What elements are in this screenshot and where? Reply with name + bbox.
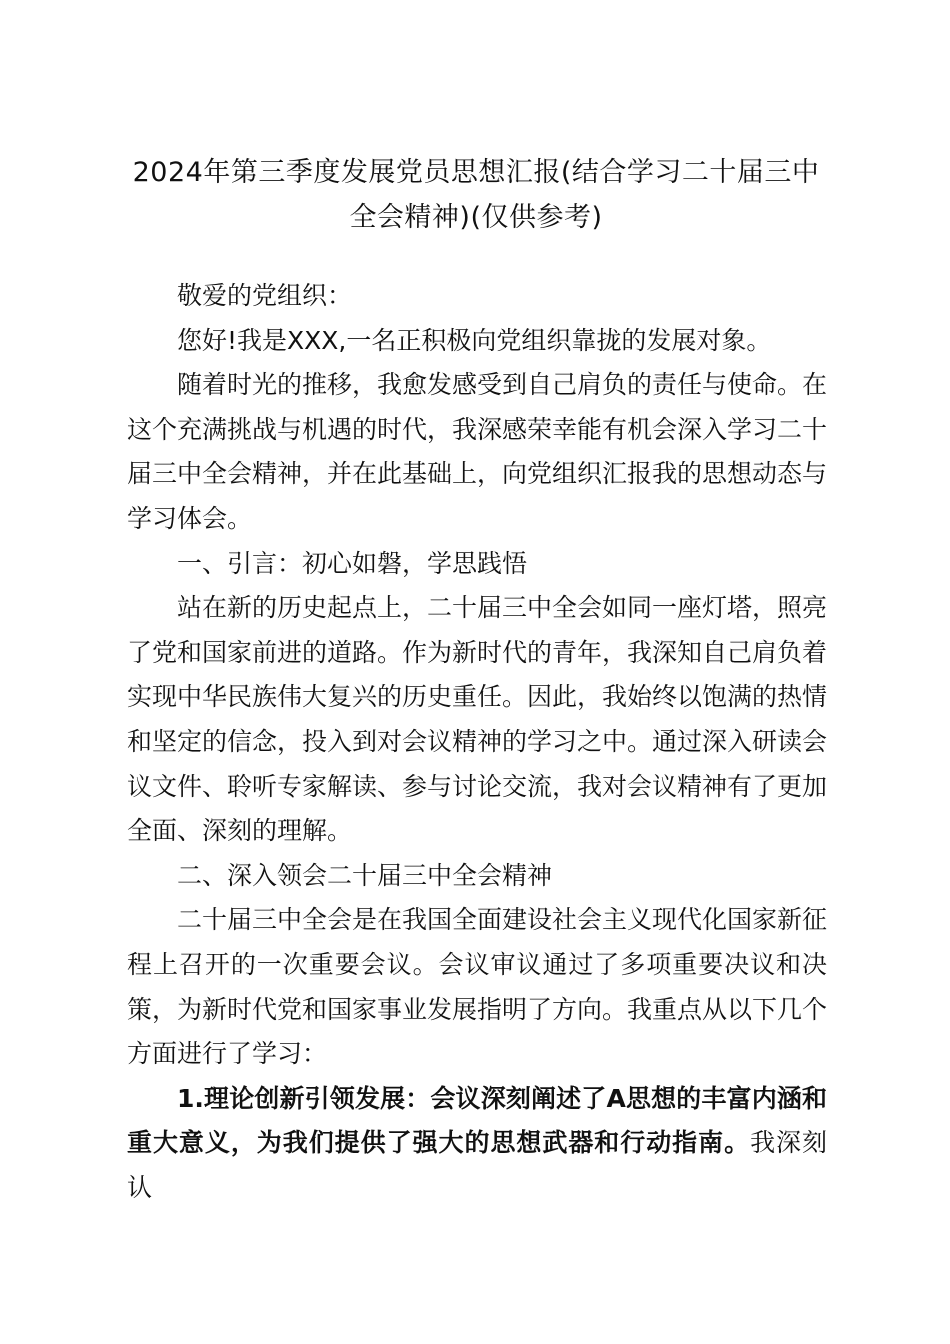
point-1-bold-text: 1.理论创新引领发展：会议深刻阐述了A思想的丰富内涵和重大意义，为我们提供了强大的思想武器和行动指南。 [127, 1083, 827, 1158]
paragraph-point-1 [127, 1077, 827, 1211]
document-body [127, 274, 827, 1210]
paragraph-section-2: 二十届三中全会是在我国全面建设社会主义现代化国家新征程上召开的一次重要会议。会议审议通过了多项重要决议和决策，为新时代党和国家事业发展指明了方向。我重点从以下几个方面进行了学习： [127, 905, 828, 1069]
document-title: 2024年第三季度发展党员思想汇报(结合学习二十届三中全会精神)(仅供参考) [132, 157, 820, 233]
section-heading-2: 二、深入领会二十届三中全会精神 [177, 860, 553, 890]
point-1-text: 我深刻认 [127, 1128, 827, 1202]
paragraph-intro: 随着时光的推移，我愈发感受到自己肩负的责任与使命。在这个充满挑战与机遇的时代，我深感荣幸能有机会深入学习二十届三中全会精神，并在此基础上，向党组织汇报我的思想动态与学习体会。 [127, 370, 828, 533]
salutation: 敬爱的党组织： [177, 281, 353, 310]
section-heading-1: 一、引言：初心如磐，学思践悟 [177, 548, 528, 578]
paragraph-greeting: 您好!我是XXX,一名正积极向党组织靠拢的发展对象。 [177, 325, 772, 355]
paragraph-section-1: 站在新的历史起点上，二十届三中全会如同一座灯塔，照亮了党和国家前进的道路。作为新时代的青年，我深知自己肩负着实现中华民族伟大复兴的历史重任。因此，我始终以饱满的热情和坚定的信念，投入到对会议精神的学习之中。通过深入研读会议文件、聆听专家解读、参与讨论交流，我对会议精神有了更加全面、深刻的理解。 [127, 593, 828, 846]
